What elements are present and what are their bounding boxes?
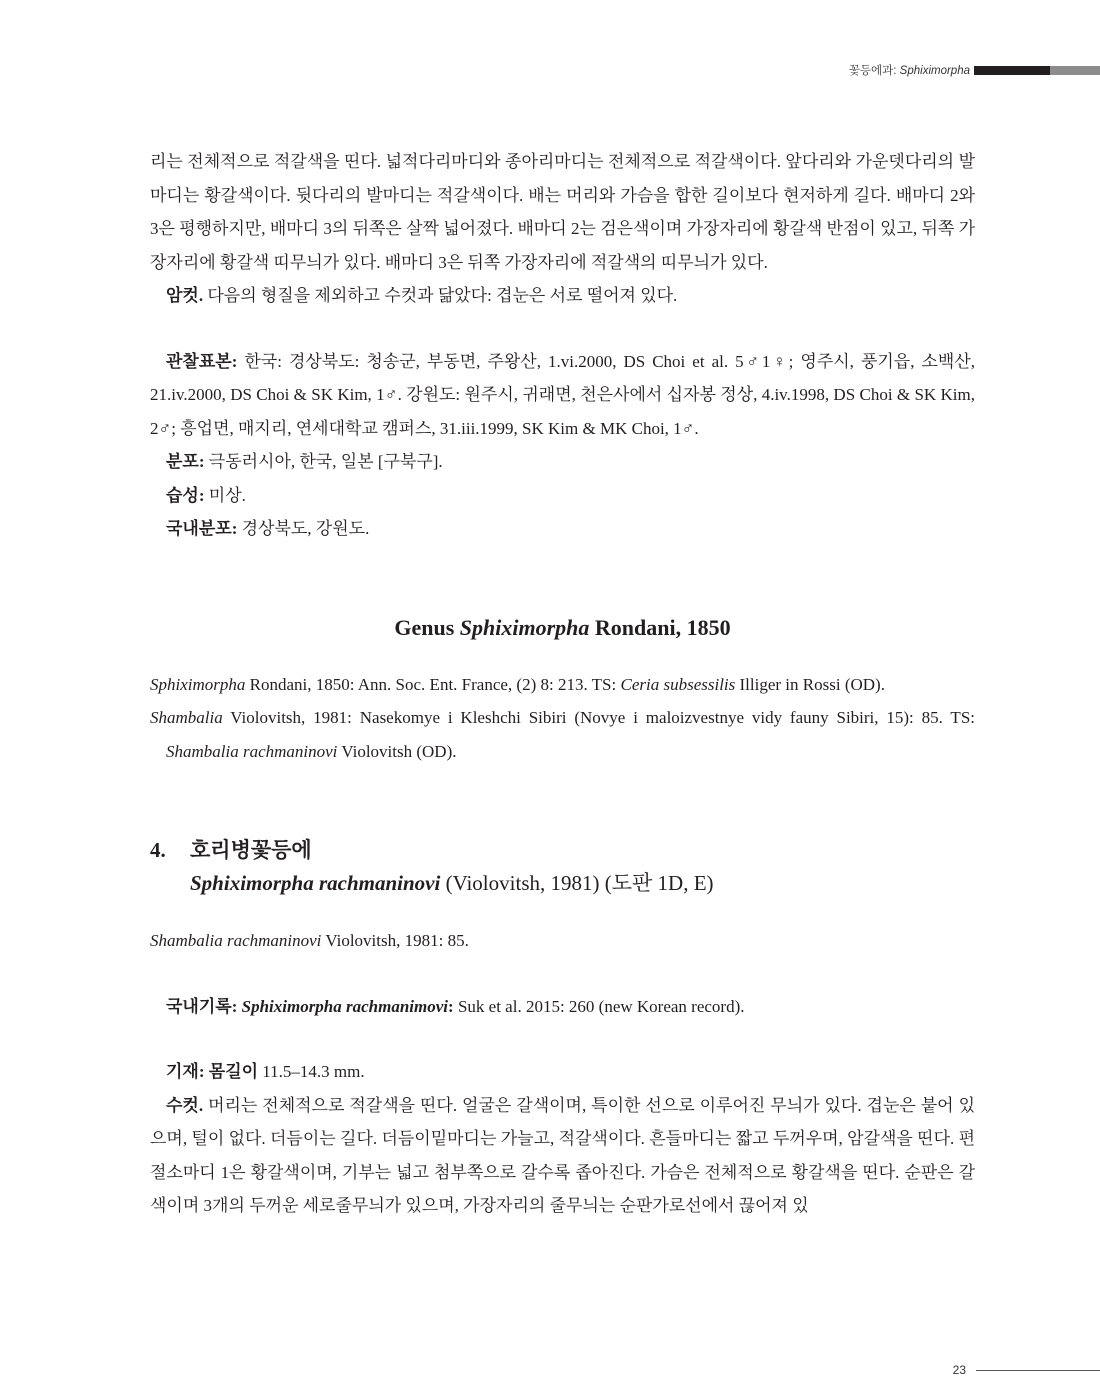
- spacer: [150, 546, 975, 612]
- spacer: [150, 900, 975, 924]
- korean-record-name: Sphiximorpha rachmanimovi: [237, 996, 449, 1016]
- running-header: [849, 63, 1100, 77]
- species-heading: [150, 834, 975, 900]
- specimens-label: 관찰표본:: [166, 351, 238, 371]
- species-number: 4.: [150, 838, 166, 862]
- body-paragraph: 리는 전체적으로 적갈색을 띤다. 넓적다리마디와 종아리마디는 전체적으로 적갈색이다. 앞다리와 가운뎃다리의 발마디는 황갈색이다. 뒷다리의 발마디는 적갈색이다. 배는 머리와 가슴을 합한 길이보다 현저하게 길다. 배마디 2와 3은 평행하지만, 배마디 3의 뒤쪽은 살짝 넓어졌다. 배마디 2는 검은색이며 가장자리에 황갈색 반점이 있고, 뒤쪽 가장자리에 황갈색 띠무늬가 있다. 배마디 3은 뒤쪽 가장자리에 적갈색의 띠무늬가 있다.: [150, 152, 975, 272]
- distribution-text: 극동러시아, 한국, 일본 [구북구].: [204, 452, 443, 471]
- habit: [150, 479, 975, 513]
- header-bar-grey: [1050, 66, 1100, 75]
- species-synonym-name: Shambalia rachmaninovi: [150, 931, 322, 950]
- genus-heading: [150, 612, 975, 644]
- genus-name: Sphiximorpha: [459, 614, 590, 640]
- synonym-name: Sphiximorpha: [150, 674, 246, 694]
- korean-record-colon: :: [448, 996, 454, 1016]
- korea-distribution-label: 국내분포:: [166, 519, 238, 538]
- page-footer: [953, 1363, 1100, 1377]
- synonym-text: Violovitsh, 1981: Nasekomye i Kleshchi Sibiri (Novye i maloizvestnye vidy fauny Sibiri, 15): 85. TS:: [222, 708, 975, 727]
- type-species: Ceria subsessilis: [620, 674, 736, 694]
- female-label: 암컷.: [166, 286, 204, 305]
- species-line-1: [150, 834, 975, 867]
- body-length-value: 11.5–14.3 mm.: [258, 1062, 365, 1081]
- page-content: [150, 145, 975, 1223]
- genus-author: Rondani, 1850: [589, 614, 731, 640]
- spacer: [150, 313, 975, 345]
- header-genus: Sphiximorpha: [899, 65, 970, 77]
- genus-prefix: Genus: [394, 614, 460, 640]
- female-text: 다음의 형질을 제외하고 수컷과 닮았다: 겹눈은 서로 떨어져 있다.: [203, 286, 678, 305]
- female-description: [150, 279, 975, 313]
- page-number: 23: [952, 1363, 966, 1377]
- distribution: [150, 445, 975, 479]
- spacer: [150, 644, 975, 668]
- header-family: 꽃등에과:: [848, 65, 900, 77]
- species-author: (Violovitsh, 1981) (도판 1D, E): [440, 871, 714, 895]
- spacer: [150, 958, 975, 990]
- synonym-text-end: Illiger in Rossi (OD).: [735, 674, 885, 694]
- habit-text: 미상.: [204, 485, 246, 505]
- distribution-label: 분포:: [166, 452, 205, 471]
- specimens-text: 한국: 경상북도: 청송군, 부동면, 주왕산, 1.vi.2000, DS Choi et al. 5♂1♀; 영주시, 풍기읍, 소백산, 21.iv.2000, DS Choi & SK Kim, 1♂. 강원도: 원주시, 귀래면, 천은사에서 십자봉 정상, 4.iv.1998, DS Choi & SK Kim, 2♂; 흥업면, 매지리, 연세대학교 캠퍼스, 31.iii.1999, SK Kim & MK Choi, 1♂.: [150, 351, 975, 438]
- korean-record-label: 국내기록:: [166, 996, 238, 1016]
- spacer: [150, 1023, 975, 1055]
- species-scientific-name: Sphiximorpha rachmaninovi: [190, 871, 441, 895]
- synonym-name: Shambalia: [150, 708, 223, 727]
- description: [150, 1055, 975, 1089]
- korea-distribution-text: 경상북도, 강원도.: [237, 519, 370, 538]
- synonym-entry: [150, 668, 975, 702]
- footer-rule: [976, 1370, 1100, 1371]
- header-bar-dark: [974, 66, 1050, 75]
- body-length-label: 몸길이: [204, 1062, 259, 1081]
- male-text: 머리는 전체적으로 적갈색을 띤다. 얼굴은 갈색이며, 특이한 선으로 이루어진 무늬가 있다. 겹눈은 붙어 있으며, 털이 없다. 더듬이는 길다. 더듬이밑마디는 가늘고, 적갈색이다. 흔들마디는 짧고 두꺼우며, 암갈색을 띤다. 편절소마디 1은 황갈색이며, 기부는 넓고 첨부쪽으로 갈수록 좁아진다. 가슴은 전체적으로 황갈색을 띤다. 순판은 갈색이며 3개의 두꺼운 세로줄무늬가 있으며, 가장자리의 줄무늬는 순판가로선에서 끊어져 있: [150, 1095, 975, 1215]
- type-species: Shambalia rachmaninovi: [166, 741, 338, 761]
- male-label: 수컷.: [166, 1095, 204, 1115]
- synonym-entry: [150, 701, 975, 768]
- synonym-text: Rondani, 1850: Ann. Soc. Ent. France, (2) 8: 213. TS:: [245, 674, 621, 694]
- korean-record-text: Suk et al. 2015: 260 (new Korean record).: [453, 996, 745, 1016]
- description-label: 기재:: [166, 1062, 205, 1081]
- species-synonym-text: Violovitsh, 1981: 85.: [321, 931, 469, 950]
- synonym-text-end: Violovitsh (OD).: [337, 741, 457, 761]
- male-description: [150, 1089, 975, 1223]
- species-synonym: [150, 924, 975, 958]
- header-title: [849, 62, 970, 78]
- korean-record: [150, 990, 975, 1024]
- habit-label: 습성:: [166, 485, 205, 505]
- species-korean-name: 호리병꽃등에: [190, 838, 312, 862]
- korea-distribution: [150, 512, 975, 546]
- species-line-2: [150, 867, 975, 900]
- specimens-examined: [150, 345, 975, 446]
- spacer: [150, 768, 975, 834]
